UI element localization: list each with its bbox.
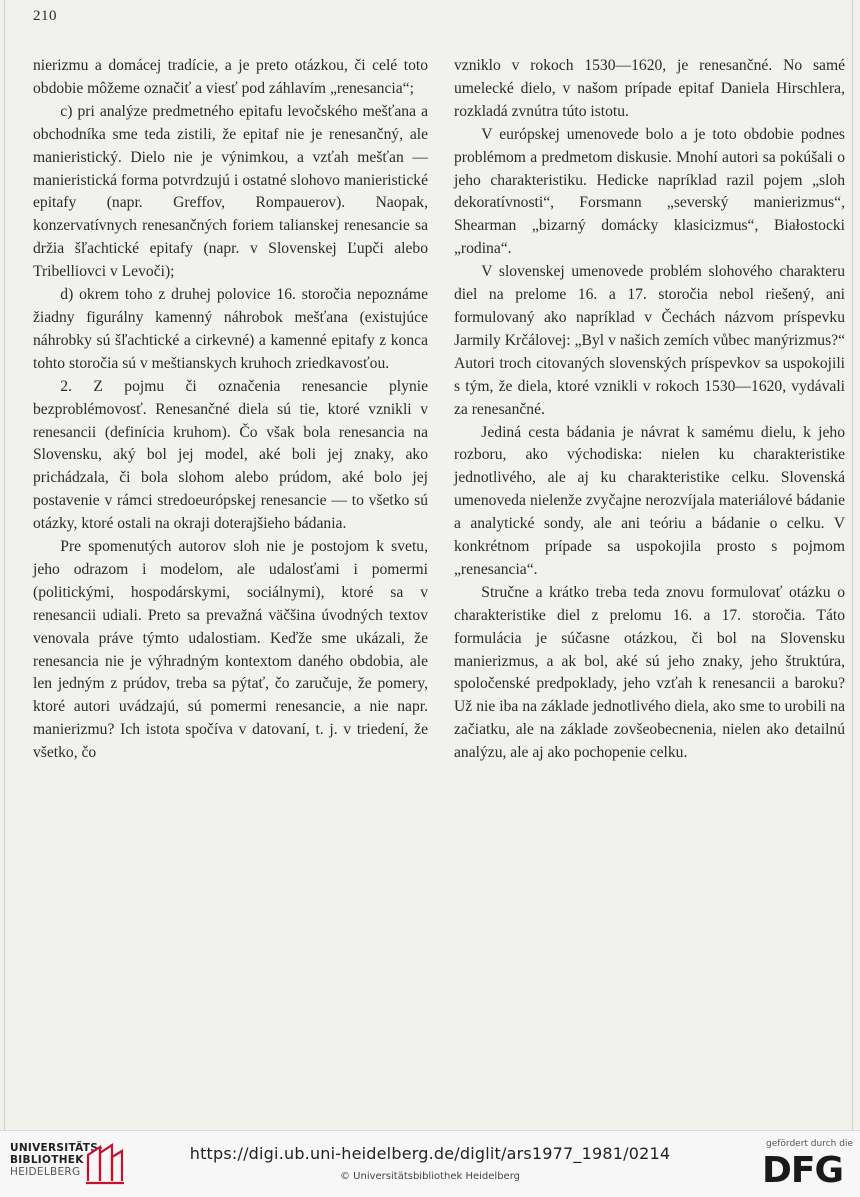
page-url-link[interactable]: https://digi.ub.uni-heidelberg.de/diglit/ars1977_1981/0214 xyxy=(189,1144,671,1163)
institution-line-1: UNIVERSITÄTS- xyxy=(10,1142,103,1154)
left-paragraph-2: c) pri analýze predmetného epitafu levočského mešťana a obchodníka sme teda zistili, že epitaf nie je renesančný, ale manieristický. Dielo nie je výnimkou, a vzťah mešťan — manieristická forma potvrdzujú i ostatné slohovo manieristické epitafy (napr. Greffov, Rompauerov). Naopak, konzervatívnych renesančných foriem talianskej renesancie sa držia šľachtické epitafy (napr. v Slovenskej Ľupči alebo Tribelliovci v Levoči); xyxy=(33,102,428,281)
institution-line-3: HEIDELBERG xyxy=(10,1166,81,1178)
left-paragraph-1: nierizmu a domácej tradície, a je preto otázkou, či celé toto obdobie môžeme označiť a viesť pod záhlavím „renesancia“; xyxy=(33,57,428,97)
right-paragraph-2: V európskej umenovede bolo a je toto obdobie podnes problémom a predmetom diskusie. Mnohí autori sa pokúšali o jeho charakteristiku. Hedicke napríklad razil pojem „sloh dekoratívnosti“, Forsmann „severský manierizmus“, Shearman „bizarný domácky klasicizmus“, Białostocki „rodina“. xyxy=(454,125,845,258)
page-edge-left xyxy=(4,0,5,1130)
viewer-footer xyxy=(0,1130,860,1197)
right-paragraph-5: Stručne a krátko treba teda znovu formulovať otázku o charakteristike diel z prelomu 16. a 17. storočia. Táto formulácia je súčasne otázkou, či bol na Slovensku manierizmus, a ak bol, aké sú jeho znaky, jeho štruktúra, spoločenské predpoklady, jeho vzťah k renesancii a baroku? Už nie iba na základe jednotlivého diela, ako sme to urobili na začiatku, ale na základe zovšeobecnenia, nielen ako detailnú analýzu, ale aj ako pochopenie celku. xyxy=(454,583,845,762)
left-paragraph-5: Pre spomenutých autorov sloh nie je postojom k svetu, jeho odrazom i modelom, ale udalosťami i pomermi (politickými, hospodárskymi, sociálnymi), ktoré sa v renesancii udiali. Preto sa prevažná väčšina úvodných textov venovala práve týmto udalostiam. Keďže sme ukázali, že renesancia nie je výhradným kontextom daného obdobia, ale len jedným z prúdov, treba sa pýtať, čo zaručuje, že pomery, ktoré autori uvádzajú, sú pomermi renesancie, a nie napr. manierizmu? Ich istota spočíva v datovaní, t. j. v triedení, že všetko, čo xyxy=(33,538,428,762)
right-paragraph-3: V slovenskej umenovede problém slohového charakteru diel na prelome 16. a 17. storočia nebol riešený, ani formulovaný ako napríklad v Čechách názvom príspevku Jarmily Krčálovej: „Byl v našich zemích vůbec manýrizmus?“ Autori troch citovaných slovenských príspevkov sa uspokojili s tým, že diela, ktoré vznikli v rokoch 1530—1620, vydávali za renesančné. xyxy=(454,263,845,418)
dfg-logo[interactable]: DFG xyxy=(762,1150,844,1191)
left-paragraph-4: 2. Z pojmu či označenia renesancie plynie bezproblémovosť. Renesančné diela sú tie, ktoré vznikli v renesancii (definícia kruhom). Čo však bola renesancia na Slovensku, aký bol jej model, aké boli jej znaky, ako prichádzala, či bola slohom alebo prúdom, aké bolo jej postavenie v rámci stredoeurópskej renesancie — to všetko sú otázky, ktoré ostali na okraji doterajšieho bádania. xyxy=(33,377,428,533)
right-column xyxy=(454,55,845,765)
institution-line-2: BIBLIOTHEK xyxy=(10,1154,84,1166)
copyright-notice: © Universitätsbibliothek Heidelberg xyxy=(339,1171,520,1182)
right-paragraph-4: Jediná cesta bádania je návrat k samému dielu, k jeho rozboru, ako východiska: nielen ku charakteristike jednotlivého, ale aj ku charakteristike celku. Slovenská umenoveda nielenže zvyčajne nerozvíjala materiálové bádanie a analytické sondy, ale ani teóriu a bádanie o celku. V konkrétnom prípade sa uspokojila prosto s pojmom „renesancia“. xyxy=(454,423,845,578)
page-edge-right xyxy=(852,0,853,1130)
sponsor-note: gefördert durch die xyxy=(766,1139,853,1149)
left-column xyxy=(33,55,428,765)
right-paragraph-1: vzniklo v rokoch 1530—1620, je renesančné. No samé umelecké dielo, v našom prípade epitaf Daniela Hirschlera, rozkladá zvnútra túto istotu. xyxy=(454,57,845,120)
left-paragraph-3: d) okrem toho z druhej polovice 16. storočia nepoznáme žiadny figurálny kamenný náhrobok mešťana (existujúce náhrobky sú šľachtické a cirkevné) a kamenné epitafy z konca tohto storočia sú v meštianskych kruhoch zriedkavosťou. xyxy=(33,286,428,372)
page-number: 210 xyxy=(33,8,57,24)
